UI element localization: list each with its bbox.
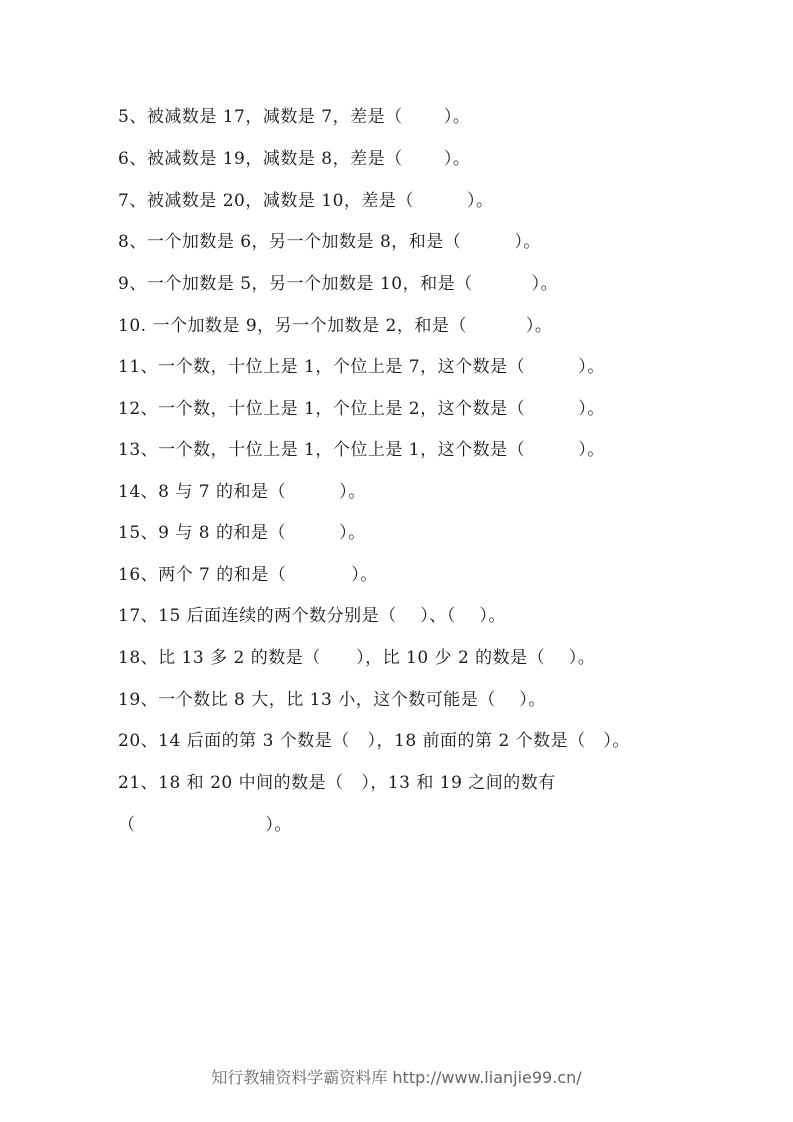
question-14: 14、8 与 7 的和是（ ）。 — [118, 482, 366, 502]
question-13: 13、一个数，十位上是 1，个位上是 1，这个数是（ ）。 — [118, 440, 605, 460]
question-16: 16、两个 7 的和是（ ）。 — [118, 565, 378, 585]
question-15: 15、9 与 8 的和是（ ）。 — [118, 523, 366, 543]
question-8: 8、一个加数是 6，另一个加数是 8，和是（ ）。 — [118, 232, 541, 252]
question-21-continuation: （ ）。 — [118, 815, 292, 835]
question-18: 18、比 13 多 2 的数是（ ），比 10 少 2 的数是（ ）。 — [118, 648, 596, 668]
question-7: 7、被减数是 20，减数是 10，差是（ ）。 — [118, 191, 494, 211]
question-5: 5、被减数是 17，减数是 7，差是（ ）。 — [118, 107, 471, 127]
footer-watermark: 知行教辅资料学霸资料库 http://www.lianjie99.cn/ — [211, 1068, 582, 1087]
question-11: 11、一个数，十位上是 1，个位上是 7，这个数是（ ）。 — [118, 357, 605, 377]
question-19: 19、一个数比 8 大，比 13 小，这个数可能是（ ）。 — [118, 690, 546, 710]
question-9: 9、一个加数是 5，另一个加数是 10，和是（ ）。 — [118, 274, 559, 294]
question-6: 6、被减数是 19，减数是 8，差是（ ）。 — [118, 149, 471, 169]
question-17: 17、15 后面连续的两个数分别是（ ）、（ ）。 — [118, 606, 506, 626]
question-12: 12、一个数，十位上是 1，个位上是 2，这个数是（ ）。 — [118, 399, 605, 419]
question-21: 21、18 和 20 中间的数是（ ），13 和 19 之间的数有 — [118, 773, 556, 793]
question-10: 10. 一个加数是 9，另一个加数是 2，和是（ ）。 — [118, 316, 553, 336]
question-20: 20、14 后面的第 3 个数是（ ），18 前面的第 2 个数是（ ）。 — [118, 731, 630, 751]
